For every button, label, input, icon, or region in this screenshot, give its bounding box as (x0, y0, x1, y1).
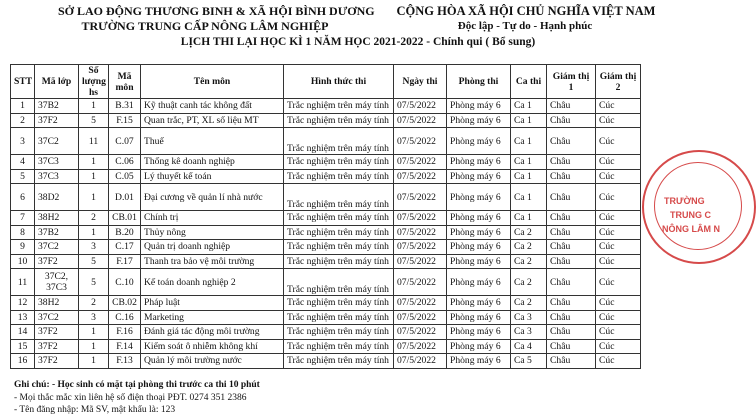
table-cell: 07/5/2022 (394, 169, 447, 184)
table-row (11, 296, 641, 311)
table-cell: Pháp luật (141, 296, 284, 311)
table-cell: Cúc (596, 169, 641, 184)
table-cell: Ca 2 (511, 254, 547, 269)
table-cell: F.14 (109, 339, 141, 354)
table-cell: C.05 (109, 169, 141, 184)
table-cell: 7 (11, 211, 35, 226)
table-cell: Marketing (141, 310, 284, 325)
column-header: Mã môn (109, 65, 141, 99)
note-contact: - Mọi thắc mắc xin liên hệ số điện thoại PĐT. 0274 351 2386 (14, 393, 247, 403)
table-cell: 1 (79, 169, 109, 184)
table-cell: Thuế (141, 128, 284, 155)
table-cell: 37F2 (35, 354, 79, 369)
table-cell: 1 (79, 354, 109, 369)
table-cell: Phòng máy 6 (447, 99, 511, 114)
table-cell: Ca 1 (511, 99, 547, 114)
table-cell: 07/5/2022 (394, 254, 447, 269)
table-cell: Trắc nghiệm trên máy tính (284, 240, 394, 255)
table-cell: 15 (11, 339, 35, 354)
table-cell: 07/5/2022 (394, 225, 447, 240)
table-cell: Phòng máy 6 (447, 254, 511, 269)
table-cell: 3 (79, 240, 109, 255)
table-cell: 37C2 (35, 310, 79, 325)
table-row (11, 113, 641, 128)
table-cell: 5 (79, 269, 109, 296)
table-cell: Châu (547, 254, 596, 269)
table-cell: Cúc (596, 310, 641, 325)
table-cell: F.17 (109, 254, 141, 269)
table-cell: 1 (79, 184, 109, 211)
table-cell: Trắc nghiệm trên máy tính (284, 325, 394, 340)
table-cell: 07/5/2022 (394, 354, 447, 369)
table-cell: Cúc (596, 225, 641, 240)
table-cell: Châu (547, 354, 596, 369)
table-cell: Quản trị doanh nghiệp (141, 240, 284, 255)
table-cell: Cúc (596, 240, 641, 255)
table-cell: Ca 2 (511, 225, 547, 240)
table-cell: C.10 (109, 269, 141, 296)
table-cell: D.01 (109, 184, 141, 211)
table-cell: Trắc nghiệm trên máy tính (284, 269, 394, 296)
table-cell: 37F2 (35, 325, 79, 340)
table-cell: Kiểm soát ô nhiễm không khí (141, 339, 284, 354)
table-cell: 8 (11, 225, 35, 240)
table-cell: Ca 2 (511, 240, 547, 255)
table-cell: 4 (11, 155, 35, 170)
country-name: CỘNG HÒA XÃ HỘI CHỦ NGHĨA VIỆT NAM (396, 4, 656, 18)
org-name: SỞ LAO ĐỘNG THƯƠNG BINH & XÃ HỘI BÌNH DƯƠNG (58, 4, 375, 18)
table-cell: Phòng máy 6 (447, 240, 511, 255)
table-cell: 14 (11, 325, 35, 340)
table-cell: 13 (11, 310, 35, 325)
table-cell: 9 (11, 240, 35, 255)
table-cell: 37F2 (35, 254, 79, 269)
table-cell: Ca 1 (511, 128, 547, 155)
seal-text-1: TRƯỜNG (664, 196, 705, 206)
table-body (11, 99, 641, 369)
table-cell: 37C2 (35, 240, 79, 255)
note-arrival: Ghi chú: - Học sinh có mặt tại phòng thi trước ca thi 10 phút (14, 380, 260, 390)
document-title: LỊCH THI LẠI HỌC KÌ 1 NĂM HỌC 2021-2022 - Chính qui ( Bổ sung) (180, 36, 536, 48)
table-cell: Cúc (596, 254, 641, 269)
table-cell: Phòng máy 6 (447, 155, 511, 170)
column-header: Ca thi (511, 65, 547, 99)
table-cell: Phòng máy 6 (447, 169, 511, 184)
table-cell: 37C3 (35, 155, 79, 170)
table-cell: Châu (547, 325, 596, 340)
table-cell: F.15 (109, 113, 141, 128)
column-header: Giám thị 1 (547, 65, 596, 99)
table-cell: Chính trị (141, 211, 284, 226)
table-cell: F.13 (109, 354, 141, 369)
table-cell: Cúc (596, 354, 641, 369)
table-cell: Quản lý môi trường nước (141, 354, 284, 369)
seal-inner-ring (654, 162, 742, 250)
table-cell: 07/5/2022 (394, 113, 447, 128)
table-row (11, 155, 641, 170)
table-cell: Phòng máy 6 (447, 310, 511, 325)
table-cell: Lý thuyết kế toán (141, 169, 284, 184)
table-cell: 37F2 (35, 339, 79, 354)
table-row (11, 128, 641, 155)
table-cell: 37B2 (35, 225, 79, 240)
table-cell: 1 (11, 99, 35, 114)
table-cell: 37F2 (35, 113, 79, 128)
table-cell: Trắc nghiệm trên máy tính (284, 128, 394, 155)
column-header: Phòng thi (447, 65, 511, 99)
table-cell: Thống kê doanh nghiệp (141, 155, 284, 170)
table-cell: Châu (547, 113, 596, 128)
table-cell: Trắc nghiệm trên máy tính (284, 113, 394, 128)
table-cell: Trắc nghiệm trên máy tính (284, 155, 394, 170)
table-cell: Đại cương về quản lí nhà nước (141, 184, 284, 211)
table-row (11, 169, 641, 184)
table-cell: Châu (547, 339, 596, 354)
table-cell: Ca 1 (511, 113, 547, 128)
table-cell: Phòng máy 6 (447, 128, 511, 155)
column-header: Số lượng hs (79, 65, 109, 99)
table-cell: Thanh tra bảo vệ môi trường (141, 254, 284, 269)
table-cell: Kế toán doanh nghiệp 2 (141, 269, 284, 296)
table-cell: 07/5/2022 (394, 240, 447, 255)
table-cell: 07/5/2022 (394, 269, 447, 296)
table-cell: 07/5/2022 (394, 310, 447, 325)
table-cell: C.17 (109, 240, 141, 255)
table-cell: 07/5/2022 (394, 296, 447, 311)
table-row (11, 99, 641, 114)
exam-schedule-table (10, 64, 641, 369)
table-cell: 37C3 (35, 169, 79, 184)
column-header: Tên môn (141, 65, 284, 99)
table-cell: 37C2, 37C3 (35, 269, 79, 296)
table-cell: Quan trắc, PT, XL số liệu MT (141, 113, 284, 128)
note-login: - Tên đăng nhập: Mã SV, mật khẩu là: 123 (14, 405, 176, 415)
table-row (11, 184, 641, 211)
table-cell: 38H2 (35, 211, 79, 226)
table-cell: Trắc nghiệm trên máy tính (284, 169, 394, 184)
table-cell: Châu (547, 269, 596, 296)
table-cell: 2 (79, 296, 109, 311)
table-cell: Cúc (596, 99, 641, 114)
table-cell: Châu (547, 225, 596, 240)
column-header: Mã lớp (35, 65, 79, 99)
table-cell: 37B2 (35, 99, 79, 114)
table-cell: Phòng máy 6 (447, 269, 511, 296)
table-cell: 2 (79, 211, 109, 226)
table-cell: Phòng máy 6 (447, 296, 511, 311)
table-cell: 5 (79, 113, 109, 128)
table-cell: B.31 (109, 99, 141, 114)
table-cell: 38H2 (35, 296, 79, 311)
table-cell: Phòng máy 6 (447, 225, 511, 240)
country-motto: Độc lập - Tự do - Hạnh phúc (457, 20, 593, 32)
seal-text-3: NÔNG LÂM N (662, 224, 720, 234)
column-header: STT (11, 65, 35, 99)
table-cell: Ca 1 (511, 211, 547, 226)
table-cell: C.06 (109, 155, 141, 170)
table-row (11, 211, 641, 226)
table-cell: Ca 2 (511, 296, 547, 311)
table-cell: Cúc (596, 339, 641, 354)
table-cell: Cúc (596, 269, 641, 296)
table-row (11, 325, 641, 340)
table-row (11, 354, 641, 369)
table-row (11, 339, 641, 354)
table-row (11, 269, 641, 296)
table-cell: Châu (547, 155, 596, 170)
table-cell: 38D2 (35, 184, 79, 211)
table-cell: Trắc nghiệm trên máy tính (284, 99, 394, 114)
table-cell: Cúc (596, 113, 641, 128)
table-cell: Châu (547, 99, 596, 114)
table-row (11, 310, 641, 325)
table-cell: 07/5/2022 (394, 99, 447, 114)
table-cell: Ca 3 (511, 325, 547, 340)
table-cell: 3 (11, 128, 35, 155)
table-cell: 1 (79, 155, 109, 170)
school-seal-stamp (642, 150, 756, 264)
table-cell: 16 (11, 354, 35, 369)
table-cell: Cúc (596, 128, 641, 155)
table-cell: Châu (547, 211, 596, 226)
table-cell: Ca 2 (511, 269, 547, 296)
table-cell: B.20 (109, 225, 141, 240)
seal-text-2: TRUNG C (670, 210, 711, 220)
table-cell: 07/5/2022 (394, 211, 447, 226)
table-cell: C.07 (109, 128, 141, 155)
table-cell: 5 (79, 254, 109, 269)
column-header: Hình thức thi (284, 65, 394, 99)
table-cell: Ca 3 (511, 310, 547, 325)
table-cell: 07/5/2022 (394, 155, 447, 170)
table-cell: Trắc nghiệm trên máy tính (284, 339, 394, 354)
table-cell: 07/5/2022 (394, 128, 447, 155)
table-cell: 5 (11, 169, 35, 184)
table-cell: F.16 (109, 325, 141, 340)
table-header-row (11, 65, 641, 99)
table-row (11, 225, 641, 240)
table-cell: CB.01 (109, 211, 141, 226)
table-cell: Phòng máy 6 (447, 339, 511, 354)
table-cell: Châu (547, 310, 596, 325)
table-cell: Phòng máy 6 (447, 354, 511, 369)
table-cell: Trắc nghiệm trên máy tính (284, 296, 394, 311)
table-cell: Cúc (596, 296, 641, 311)
table-cell: Trắc nghiệm trên máy tính (284, 354, 394, 369)
table-cell: 12 (11, 296, 35, 311)
table-cell: Châu (547, 184, 596, 211)
table-cell: Trắc nghiệm trên máy tính (284, 211, 394, 226)
table-cell: Thủy nông (141, 225, 284, 240)
table-row (11, 240, 641, 255)
table-cell: Phòng máy 6 (447, 325, 511, 340)
table-cell: 1 (79, 325, 109, 340)
table-cell: 07/5/2022 (394, 325, 447, 340)
table-cell: Phòng máy 6 (447, 184, 511, 211)
table-cell: Châu (547, 128, 596, 155)
table-cell: 07/5/2022 (394, 184, 447, 211)
table-cell: 1 (79, 339, 109, 354)
table-cell: 2 (11, 113, 35, 128)
table-cell: Cúc (596, 155, 641, 170)
column-header: Giám thị 2 (596, 65, 641, 99)
table-cell: 10 (11, 254, 35, 269)
table-cell: 3 (79, 310, 109, 325)
table-cell: CB.02 (109, 296, 141, 311)
table-cell: Châu (547, 240, 596, 255)
table-cell: Trắc nghiệm trên máy tính (284, 310, 394, 325)
school-name: TRƯỜNG TRUNG CẤP NÔNG LÂM NGHIỆP (81, 19, 329, 33)
table-cell: 1 (79, 225, 109, 240)
column-header: Ngày thi (394, 65, 447, 99)
table-cell: Châu (547, 296, 596, 311)
table-cell: Châu (547, 169, 596, 184)
table-cell: Phòng máy 6 (447, 211, 511, 226)
table-cell: 1 (79, 99, 109, 114)
table-cell: Kỹ thuật canh tác không đất (141, 99, 284, 114)
table-cell: Trắc nghiệm trên máy tính (284, 225, 394, 240)
table-cell: Cúc (596, 325, 641, 340)
table-cell: Đánh giá tác động môi trường (141, 325, 284, 340)
table-row (11, 254, 641, 269)
table-cell: Ca 1 (511, 184, 547, 211)
table-cell: Ca 1 (511, 155, 547, 170)
table-cell: Cúc (596, 184, 641, 211)
table-cell: Trắc nghiệm trên máy tính (284, 254, 394, 269)
table-cell: 11 (11, 269, 35, 296)
table-cell: C.16 (109, 310, 141, 325)
table-cell: Ca 1 (511, 169, 547, 184)
table-cell: Ca 4 (511, 339, 547, 354)
table-cell: Cúc (596, 211, 641, 226)
table-cell: 11 (79, 128, 109, 155)
table-cell: 37C2 (35, 128, 79, 155)
table-cell: Phòng máy 6 (447, 113, 511, 128)
table-cell: 6 (11, 184, 35, 211)
table-cell: Ca 5 (511, 354, 547, 369)
table-cell: 07/5/2022 (394, 339, 447, 354)
table-cell: Trắc nghiệm trên máy tính (284, 184, 394, 211)
